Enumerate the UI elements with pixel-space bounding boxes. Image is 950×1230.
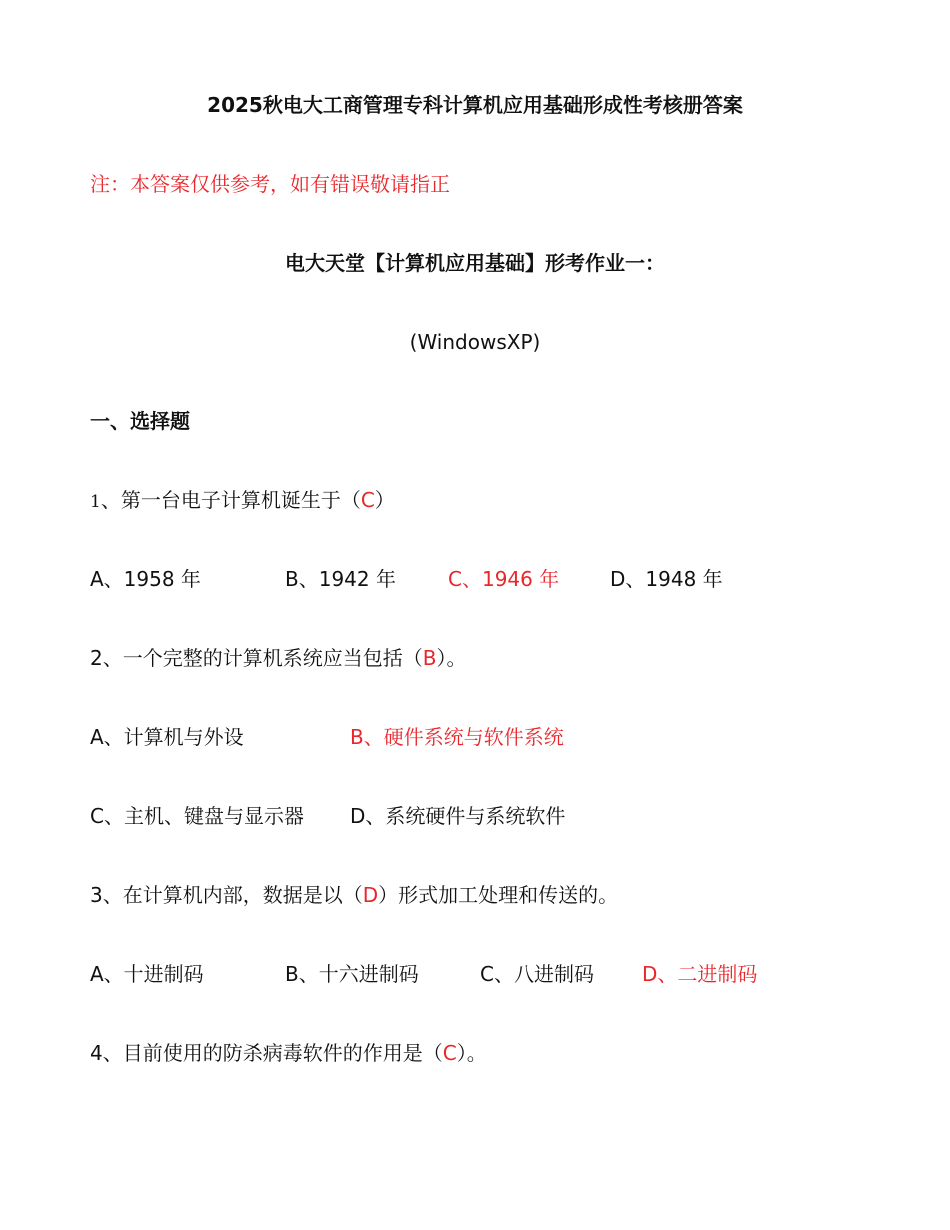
question-2-option-b: B、硬件系统与软件系统 <box>350 725 564 749</box>
question-number: 2 <box>90 646 103 670</box>
question-3-option-a: A、十进制码 <box>90 962 204 986</box>
question-2-option-c: C、主机、键盘与显示器 <box>90 804 304 828</box>
question-2-option-d: D、系统硬件与系统软件 <box>350 804 566 828</box>
question-1-option-d: D、1948 年 <box>610 567 723 591</box>
question-text: 目前使用的防杀病毒软件的作用是（ <box>122 1041 443 1065</box>
section-title: 电大天堂【计算机应用基础】形考作业一： <box>285 251 665 275</box>
question-4-stem <box>0 1040 950 1066</box>
question-1-option-c: C、1946 年 <box>448 567 560 591</box>
question-text-end: ）形式加工处理和传送的。 <box>378 883 619 907</box>
question-3-option-d: D、二进制码 <box>642 962 758 986</box>
question-text-end: ） <box>374 488 395 512</box>
question-number: 1 <box>90 492 101 512</box>
question-3-option-c: C、八进制码 <box>480 962 594 986</box>
question-answer: C <box>360 488 375 512</box>
question-2-stem <box>0 645 950 671</box>
question-text-end: ）。 <box>456 1041 487 1065</box>
question-1-option-b: B、1942 年 <box>285 567 396 591</box>
question-separator: 、 <box>102 646 123 670</box>
question-text-end: ）。 <box>436 646 467 670</box>
section-subtitle: (WindowsXP) <box>409 330 541 354</box>
question-answer: C <box>442 1041 457 1065</box>
question-text: 一个完整的计算机系统应当包括（ <box>122 646 423 670</box>
question-1-option-a: A、1958 年 <box>90 567 201 591</box>
disclaimer-note: 注：本答案仅供参考，如有错误敬请指正 <box>90 172 450 196</box>
question-3-option-b: B、十六进制码 <box>285 962 419 986</box>
question-1-stem <box>0 487 950 515</box>
question-number: 4 <box>90 1041 103 1065</box>
question-text: 第一台电子计算机诞生于（ <box>120 488 361 512</box>
question-separator: 、 <box>102 883 123 907</box>
question-3-stem <box>0 882 950 908</box>
document-title: 2025秋电大工商管理专科计算机应用基础形成性考核册答案 <box>207 93 743 117</box>
part-heading: 一、选择题 <box>90 409 190 433</box>
question-separator: 、 <box>102 1041 123 1065</box>
question-text: 在计算机内部，数据是以（ <box>122 883 363 907</box>
question-separator: 、 <box>100 488 121 512</box>
question-answer: B <box>422 646 437 670</box>
question-2-option-a: A、计算机与外设 <box>90 725 244 749</box>
question-number: 3 <box>90 883 103 907</box>
question-answer: D <box>362 883 379 907</box>
